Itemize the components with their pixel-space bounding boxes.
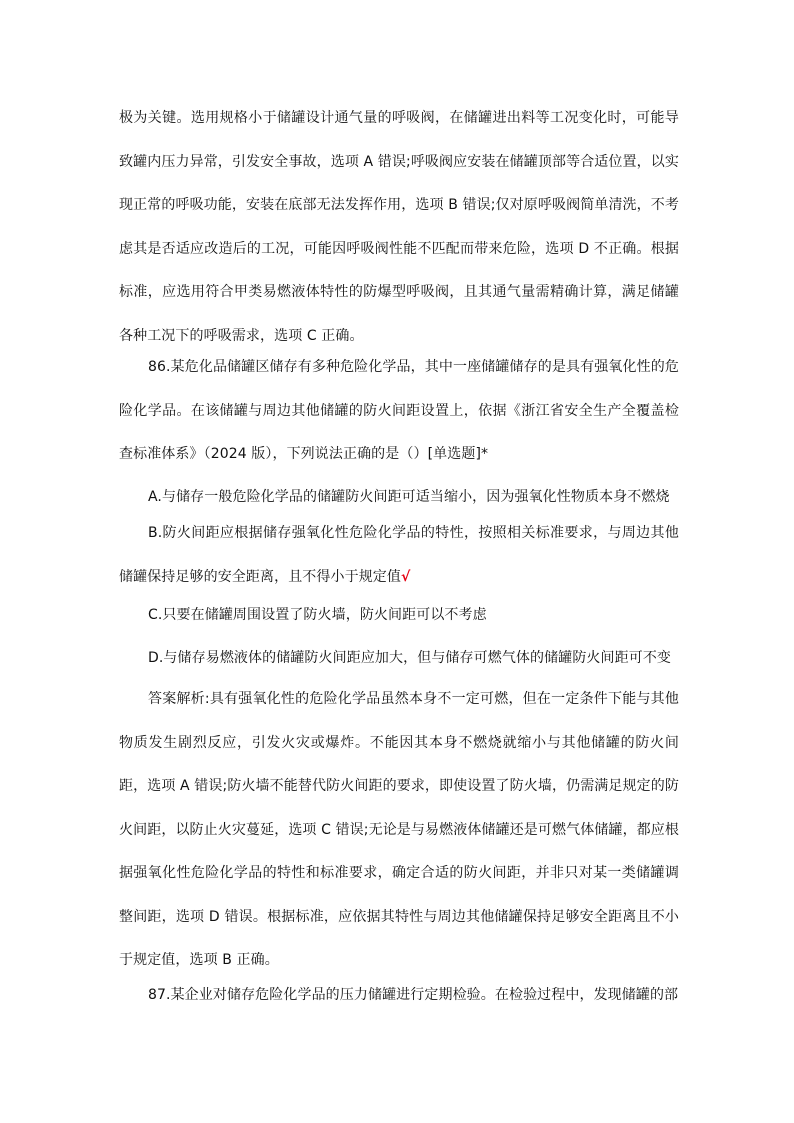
previous-answer-analysis: 极为关键。选用规格小于储罐设计通气量的呼吸阀，在储罐进出料等工况变化时，可能导致罐内压力异常，引发安全事故，选项 A 错误;呼吸阀应安装在储罐顶部等合适位置，以实现正常的呼吸功能，安装在底部无法发挥作用，选项 B 错误;仅对原呼吸阀简单清洗，不考虑其是否适应改造后的工况，可能因呼吸阀性能不匹配而带来危险，选项 D 不正确。根据标准，应选用符合甲类易燃液体特性的防爆型呼吸阀，且其通气量需精确计算，满足储罐各种工况下的呼吸需求，选项 C 正确。 [119, 110, 679, 344]
question-86-option-b [119, 512, 679, 599]
question-86-answer-analysis: 答案解析:具有强氧化性的危险化学品虽然本身不一定可燃，但在一定条件下能与其他物质发生剧烈反应，引发火灾或爆炸。不能因其本身不燃烧就缩小与其他储罐的防火间距，选项 A 错误;防火墙不能替代防火间距的要求，即使设置了防火墙，仍需满足规定的防火间距，以防止火灾蔓延，选项 C 错误;无论是与易燃液体储罐还是可燃气体储罐，都应根据强氧化性危险化学品的特性和标准要求，确定合适的防火间距，并非只对某一类储罐调整间距，选项 D 错误。根据标准，应依据其特性与周边其他储罐保持足够安全距离且不小于规定值，选项 B 正确。 [119, 691, 679, 968]
question-86-option-c: C.只要在储罐周围设置了防火墙，防火间距可以不考虑 [148, 607, 487, 623]
question-86-stem: 86.某危化品储罐区储存有多种危险化学品，其中一座储罐储存的是具有强氧化性的危险化学品。在该储罐与周边其他储罐的防火间距设置上，依据《浙江省安全生产全覆盖检查标准体系》（2024 版），下列说法正确的是（）[单选题]* [119, 359, 679, 462]
option-b-text: B.防火间距应根据储存强氧化性危险化学品的特性，按照相关标准要求，与周边其他储罐保持足够的安全距离，且不得小于规定值 [119, 525, 679, 585]
correct-answer-check-icon: √ [401, 568, 411, 585]
question-86-option-a: A.与储存一般危险化学品的储罐防火间距可适当缩小，因为强氧化性物质本身不燃烧 [148, 489, 670, 505]
question-87-stem: 87.某企业对储存危险化学品的压力储罐进行定期检验。在检验过程中，发现储罐的部 [148, 987, 679, 1003]
question-86-option-d: D.与储存易燃液体的储罐防火间距应加大，但与储存可燃气体的储罐防火间距可不变 [148, 650, 672, 666]
